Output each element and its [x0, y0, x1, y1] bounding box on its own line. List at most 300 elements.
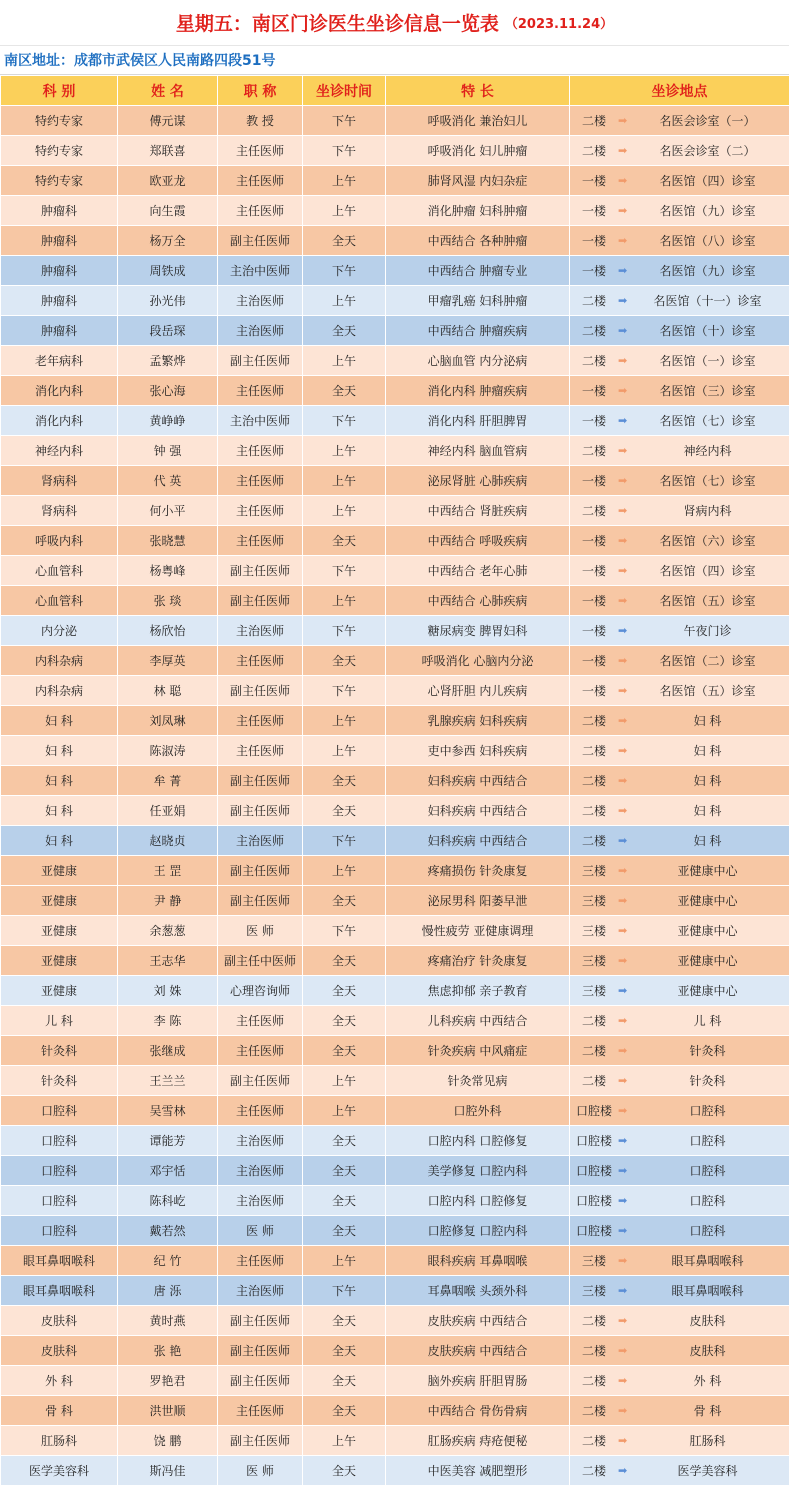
cell-dept: 医学美容科 [1, 1456, 118, 1486]
cell-name: 杨欣怡 [118, 616, 218, 646]
location-room: 针灸科 [632, 1072, 789, 1089]
table-row [1, 586, 789, 616]
cell-time: 下午 [303, 826, 386, 856]
table-row [1, 676, 789, 706]
table-row [1, 916, 789, 946]
location-floor: 二楼 [570, 352, 618, 369]
location-floor: 一楼 [570, 532, 618, 549]
cell-title: 主治医师 [218, 826, 303, 856]
cell-title: 副主任医师 [218, 1066, 303, 1096]
location-floor: 二楼 [570, 292, 618, 309]
location-room: 名医馆（二）诊室 [632, 652, 789, 669]
arrow-right-icon: ➡ [618, 1194, 632, 1207]
arrow-right-icon: ➡ [618, 714, 632, 727]
location-floor: 一楼 [570, 472, 618, 489]
location-floor: 口腔楼 [570, 1102, 618, 1119]
cell-time: 下午 [303, 556, 386, 586]
cell-title: 副主任医师 [218, 346, 303, 376]
cell-specialty: 皮肤疾病 中西结合 [386, 1306, 570, 1336]
location-room: 名医会诊室（一） [632, 112, 789, 129]
cell-specialty: 糖尿病变 脾胃妇科 [386, 616, 570, 646]
cell-dept: 内分泌 [1, 616, 118, 646]
location-floor: 二楼 [570, 1402, 618, 1419]
cell-name: 斯冯佳 [118, 1456, 218, 1486]
cell-time: 全天 [303, 1156, 386, 1186]
cell-location [570, 316, 789, 346]
cell-location [570, 1456, 789, 1486]
cell-dept: 口腔科 [1, 1156, 118, 1186]
table-row [1, 1216, 789, 1246]
cell-specialty: 皮肤疾病 中西结合 [386, 1336, 570, 1366]
cell-title: 主治中医师 [218, 256, 303, 286]
cell-time: 全天 [303, 1456, 386, 1486]
cell-specialty: 中医美容 减肥塑形 [386, 1456, 570, 1486]
cell-title: 主任医师 [218, 1246, 303, 1276]
cell-name: 罗艳君 [118, 1366, 218, 1396]
cell-specialty: 中西结合 肾脏疾病 [386, 496, 570, 526]
cell-dept: 肿瘤科 [1, 226, 118, 256]
cell-title: 主治医师 [218, 316, 303, 346]
location-room: 神经内科 [632, 442, 789, 459]
location-room: 名医馆（四）诊室 [632, 172, 789, 189]
arrow-right-icon: ➡ [618, 234, 632, 247]
cell-name: 陈科屹 [118, 1186, 218, 1216]
header-title: 职 称 [218, 76, 303, 106]
location-floor: 二楼 [570, 442, 618, 459]
cell-title: 主治医师 [218, 286, 303, 316]
location-room: 亚健康中心 [632, 922, 789, 939]
arrow-right-icon: ➡ [618, 1254, 632, 1267]
cell-name: 李 陈 [118, 1006, 218, 1036]
location-floor: 二楼 [570, 802, 618, 819]
arrow-right-icon: ➡ [618, 114, 632, 127]
cell-specialty: 口腔内科 口腔修复 [386, 1126, 570, 1156]
cell-specialty: 肛肠疾病 痔疮便秘 [386, 1426, 570, 1456]
cell-specialty: 慢性疲劳 亚健康调理 [386, 916, 570, 946]
location-room: 名医会诊室（二） [632, 142, 789, 159]
cell-title: 副主任医师 [218, 766, 303, 796]
location-floor: 一楼 [570, 592, 618, 609]
cell-name: 张晓慧 [118, 526, 218, 556]
arrow-right-icon: ➡ [618, 804, 632, 817]
cell-time: 上午 [303, 1426, 386, 1456]
cell-dept: 针灸科 [1, 1066, 118, 1096]
table-row [1, 1066, 789, 1096]
cell-title: 教 授 [218, 106, 303, 136]
table-row [1, 1276, 789, 1306]
cell-name: 何小平 [118, 496, 218, 526]
cell-specialty: 中西结合 心肺疾病 [386, 586, 570, 616]
cell-location [570, 946, 789, 976]
location-room: 眼耳鼻咽喉科 [632, 1252, 789, 1269]
cell-dept: 呼吸内科 [1, 526, 118, 556]
cell-dept: 妇 科 [1, 766, 118, 796]
table-row [1, 346, 789, 376]
cell-specialty: 心肾肝胆 内儿疾病 [386, 676, 570, 706]
location-room: 名医馆（五）诊室 [632, 592, 789, 609]
location-room: 皮肤科 [632, 1342, 789, 1359]
location-room: 儿 科 [632, 1012, 789, 1029]
cell-dept: 妇 科 [1, 826, 118, 856]
location-room: 名医馆（三）诊室 [632, 382, 789, 399]
cell-dept: 神经内科 [1, 436, 118, 466]
cell-dept: 肿瘤科 [1, 256, 118, 286]
location-room: 口腔科 [632, 1132, 789, 1149]
location-floor: 二楼 [570, 112, 618, 129]
cell-location [570, 1336, 789, 1366]
cell-specialty: 口腔外科 [386, 1096, 570, 1126]
cell-name: 向生霞 [118, 196, 218, 226]
cell-location [570, 976, 789, 1006]
cell-dept: 老年病科 [1, 346, 118, 376]
location-floor: 二楼 [570, 1312, 618, 1329]
table-row [1, 886, 789, 916]
location-room: 名医馆（十）诊室 [632, 322, 789, 339]
location-floor: 一楼 [570, 682, 618, 699]
cell-location [570, 646, 789, 676]
cell-time: 全天 [303, 1366, 386, 1396]
cell-title: 主任医师 [218, 646, 303, 676]
cell-name: 杨万全 [118, 226, 218, 256]
table-row [1, 616, 789, 646]
location-floor: 二楼 [570, 712, 618, 729]
arrow-right-icon: ➡ [618, 174, 632, 187]
arrow-right-icon: ➡ [618, 894, 632, 907]
cell-dept: 亚健康 [1, 886, 118, 916]
cell-name: 林 聪 [118, 676, 218, 706]
cell-location [570, 766, 789, 796]
cell-title: 主任医师 [218, 1396, 303, 1426]
table-row [1, 106, 789, 136]
schedule-table [0, 75, 789, 1486]
cell-time: 全天 [303, 1126, 386, 1156]
arrow-right-icon: ➡ [618, 1464, 632, 1477]
cell-specialty: 甲瘤乳癌 妇科肿瘤 [386, 286, 570, 316]
table-row [1, 796, 789, 826]
address-line: 南区地址：成都市武侯区人民南路四段51号 [0, 46, 789, 75]
cell-name: 傅元谋 [118, 106, 218, 136]
location-room: 名医馆（九）诊室 [632, 262, 789, 279]
cell-name: 赵晓贞 [118, 826, 218, 856]
cell-name: 黄峥峥 [118, 406, 218, 436]
cell-time: 上午 [303, 346, 386, 376]
title-date: （2023.11.24） [505, 13, 613, 32]
arrow-right-icon: ➡ [618, 954, 632, 967]
cell-name: 饶 鹏 [118, 1426, 218, 1456]
cell-name: 黄时燕 [118, 1306, 218, 1336]
header-name: 姓 名 [118, 76, 218, 106]
location-room: 名医馆（五）诊室 [632, 682, 789, 699]
header-specialty: 特 长 [386, 76, 570, 106]
table-row [1, 976, 789, 1006]
cell-location [570, 676, 789, 706]
table-row [1, 706, 789, 736]
table-row [1, 1186, 789, 1216]
cell-dept: 眼耳鼻咽喉科 [1, 1276, 118, 1306]
table-row [1, 826, 789, 856]
header-time: 坐诊时间 [303, 76, 386, 106]
cell-title: 主任医师 [218, 1096, 303, 1126]
title-text: 星期五：南区门诊医生坐诊信息一览表 [176, 9, 499, 36]
cell-title: 副主任医师 [218, 1426, 303, 1456]
cell-time: 上午 [303, 466, 386, 496]
location-room: 口腔科 [632, 1192, 789, 1209]
arrow-right-icon: ➡ [618, 1434, 632, 1447]
arrow-right-icon: ➡ [618, 1284, 632, 1297]
location-room: 骨 科 [632, 1402, 789, 1419]
table-row [1, 376, 789, 406]
table-row [1, 496, 789, 526]
cell-title: 主任医师 [218, 526, 303, 556]
cell-title: 主治医师 [218, 1156, 303, 1186]
location-room: 针灸科 [632, 1042, 789, 1059]
table-row [1, 1396, 789, 1426]
cell-location [570, 1216, 789, 1246]
cell-specialty: 妇科疾病 中西结合 [386, 796, 570, 826]
cell-time: 全天 [303, 646, 386, 676]
cell-location [570, 196, 789, 226]
arrow-right-icon: ➡ [618, 834, 632, 847]
location-floor: 一楼 [570, 622, 618, 639]
cell-time: 下午 [303, 406, 386, 436]
location-floor: 二楼 [570, 1342, 618, 1359]
cell-title: 副主任医师 [218, 1306, 303, 1336]
cell-time: 全天 [303, 316, 386, 346]
cell-location [570, 886, 789, 916]
cell-dept: 亚健康 [1, 946, 118, 976]
arrow-right-icon: ➡ [618, 144, 632, 157]
cell-time: 全天 [303, 226, 386, 256]
cell-name: 刘 姝 [118, 976, 218, 1006]
table-header-row [1, 76, 789, 106]
cell-location [570, 106, 789, 136]
cell-name: 谭能芳 [118, 1126, 218, 1156]
cell-location [570, 286, 789, 316]
location-floor: 二楼 [570, 142, 618, 159]
cell-time: 全天 [303, 886, 386, 916]
cell-title: 主治医师 [218, 616, 303, 646]
table-row [1, 1096, 789, 1126]
arrow-right-icon: ➡ [618, 564, 632, 577]
arrow-right-icon: ➡ [618, 744, 632, 757]
table-row [1, 196, 789, 226]
location-room: 名医馆（九）诊室 [632, 202, 789, 219]
arrow-right-icon: ➡ [618, 1074, 632, 1087]
cell-time: 上午 [303, 736, 386, 766]
cell-time: 上午 [303, 1066, 386, 1096]
cell-title: 副主任医师 [218, 1366, 303, 1396]
cell-dept: 肛肠科 [1, 1426, 118, 1456]
cell-title: 主任医师 [218, 706, 303, 736]
cell-time: 下午 [303, 1276, 386, 1306]
arrow-right-icon: ➡ [618, 774, 632, 787]
arrow-right-icon: ➡ [618, 204, 632, 217]
cell-location [570, 1396, 789, 1426]
arrow-right-icon: ➡ [618, 654, 632, 667]
location-room: 名医馆（八）诊室 [632, 232, 789, 249]
cell-name: 牟 菁 [118, 766, 218, 796]
cell-specialty: 脑外疾病 肝胆胃肠 [386, 1366, 570, 1396]
location-floor: 一楼 [570, 652, 618, 669]
cell-time: 下午 [303, 106, 386, 136]
cell-location [570, 346, 789, 376]
cell-location [570, 406, 789, 436]
location-floor: 三楼 [570, 1282, 618, 1299]
arrow-right-icon: ➡ [618, 1404, 632, 1417]
table-row [1, 406, 789, 436]
cell-specialty: 中西结合 肿瘤专业 [386, 256, 570, 286]
cell-name: 王志华 [118, 946, 218, 976]
location-room: 妇 科 [632, 772, 789, 789]
cell-specialty: 儿科疾病 中西结合 [386, 1006, 570, 1036]
table-row [1, 1306, 789, 1336]
arrow-right-icon: ➡ [618, 294, 632, 307]
arrow-right-icon: ➡ [618, 924, 632, 937]
location-room: 亚健康中心 [632, 862, 789, 879]
cell-dept: 心血管科 [1, 586, 118, 616]
arrow-right-icon: ➡ [618, 594, 632, 607]
cell-location [570, 1306, 789, 1336]
location-room: 妇 科 [632, 742, 789, 759]
cell-location [570, 1066, 789, 1096]
cell-title: 副主任医师 [218, 226, 303, 256]
table-row [1, 646, 789, 676]
arrow-right-icon: ➡ [618, 1134, 632, 1147]
arrow-right-icon: ➡ [618, 1224, 632, 1237]
cell-dept: 肾病科 [1, 496, 118, 526]
cell-time: 全天 [303, 1006, 386, 1036]
cell-specialty: 中西结合 骨伤骨病 [386, 1396, 570, 1426]
header-dept: 科 别 [1, 76, 118, 106]
location-floor: 一楼 [570, 412, 618, 429]
cell-location [570, 496, 789, 526]
arrow-right-icon: ➡ [618, 1104, 632, 1117]
cell-specialty: 消化内科 肝胆脾胃 [386, 406, 570, 436]
arrow-right-icon: ➡ [618, 504, 632, 517]
location-floor: 二楼 [570, 1462, 618, 1479]
cell-name: 张 艳 [118, 1336, 218, 1366]
cell-title: 副主任医师 [218, 676, 303, 706]
arrow-right-icon: ➡ [618, 1044, 632, 1057]
cell-location [570, 916, 789, 946]
cell-location [570, 556, 789, 586]
location-room: 亚健康中心 [632, 892, 789, 909]
cell-specialty: 妇科疾病 中西结合 [386, 826, 570, 856]
cell-time: 下午 [303, 256, 386, 286]
cell-time: 下午 [303, 136, 386, 166]
cell-title: 主治医师 [218, 1186, 303, 1216]
location-room: 午夜门诊 [632, 622, 789, 639]
cell-dept: 针灸科 [1, 1036, 118, 1066]
cell-specialty: 乳腺疾病 妇科疾病 [386, 706, 570, 736]
cell-time: 全天 [303, 1186, 386, 1216]
cell-title: 主治医师 [218, 1276, 303, 1306]
location-floor: 口腔楼 [570, 1162, 618, 1179]
cell-dept: 心血管科 [1, 556, 118, 586]
cell-time: 上午 [303, 1096, 386, 1126]
cell-location [570, 1096, 789, 1126]
cell-specialty: 针灸常见病 [386, 1066, 570, 1096]
location-floor: 二楼 [570, 832, 618, 849]
cell-time: 上午 [303, 196, 386, 226]
cell-title: 主治中医师 [218, 406, 303, 436]
cell-time: 全天 [303, 1336, 386, 1366]
table-row [1, 736, 789, 766]
cell-specialty: 针灸疾病 中风痛症 [386, 1036, 570, 1066]
cell-time: 上午 [303, 706, 386, 736]
location-floor: 二楼 [570, 742, 618, 759]
location-room: 亚健康中心 [632, 952, 789, 969]
table-row [1, 286, 789, 316]
location-room: 医学美容科 [632, 1462, 789, 1479]
cell-location [570, 856, 789, 886]
cell-title: 医 师 [218, 1216, 303, 1246]
cell-specialty: 中西结合 老年心肺 [386, 556, 570, 586]
table-row [1, 1336, 789, 1366]
location-floor: 二楼 [570, 1072, 618, 1089]
cell-name: 钟 强 [118, 436, 218, 466]
arrow-right-icon: ➡ [618, 444, 632, 457]
table-row [1, 1006, 789, 1036]
cell-name: 余葱葱 [118, 916, 218, 946]
cell-name: 吴雪林 [118, 1096, 218, 1126]
cell-time: 全天 [303, 946, 386, 976]
arrow-right-icon: ➡ [618, 324, 632, 337]
cell-dept: 皮肤科 [1, 1336, 118, 1366]
table-body [1, 106, 789, 1486]
arrow-right-icon: ➡ [618, 984, 632, 997]
location-room: 肾病内科 [632, 502, 789, 519]
cell-location [570, 136, 789, 166]
location-room: 眼耳鼻咽喉科 [632, 1282, 789, 1299]
location-floor: 二楼 [570, 1432, 618, 1449]
table-row [1, 1156, 789, 1186]
cell-specialty: 眼科疾病 耳鼻咽喉 [386, 1246, 570, 1276]
cell-dept: 儿 科 [1, 1006, 118, 1036]
cell-title: 副主任医师 [218, 1336, 303, 1366]
cell-specialty: 消化内科 肿瘤疾病 [386, 376, 570, 406]
cell-dept: 皮肤科 [1, 1306, 118, 1336]
cell-dept: 亚健康 [1, 916, 118, 946]
cell-title: 主任医师 [218, 466, 303, 496]
table-row [1, 166, 789, 196]
cell-dept: 口腔科 [1, 1126, 118, 1156]
location-floor: 一楼 [570, 562, 618, 579]
arrow-right-icon: ➡ [618, 474, 632, 487]
cell-time: 全天 [303, 1306, 386, 1336]
arrow-right-icon: ➡ [618, 354, 632, 367]
location-floor: 三楼 [570, 922, 618, 939]
cell-specialty: 吏中参西 妇科疾病 [386, 736, 570, 766]
location-room: 口腔科 [632, 1222, 789, 1239]
cell-name: 洪世顺 [118, 1396, 218, 1426]
cell-name: 李厚英 [118, 646, 218, 676]
table-row [1, 136, 789, 166]
cell-location [570, 586, 789, 616]
cell-location [570, 1246, 789, 1276]
cell-specialty: 口腔修复 口腔内科 [386, 1216, 570, 1246]
cell-location [570, 1036, 789, 1066]
cell-title: 主治医师 [218, 1126, 303, 1156]
cell-location [570, 436, 789, 466]
location-floor: 三楼 [570, 982, 618, 999]
arrow-right-icon: ➡ [618, 384, 632, 397]
cell-name: 段岳琛 [118, 316, 218, 346]
cell-name: 纪 竹 [118, 1246, 218, 1276]
table-row [1, 1126, 789, 1156]
cell-name: 张继成 [118, 1036, 218, 1066]
location-floor: 二楼 [570, 322, 618, 339]
